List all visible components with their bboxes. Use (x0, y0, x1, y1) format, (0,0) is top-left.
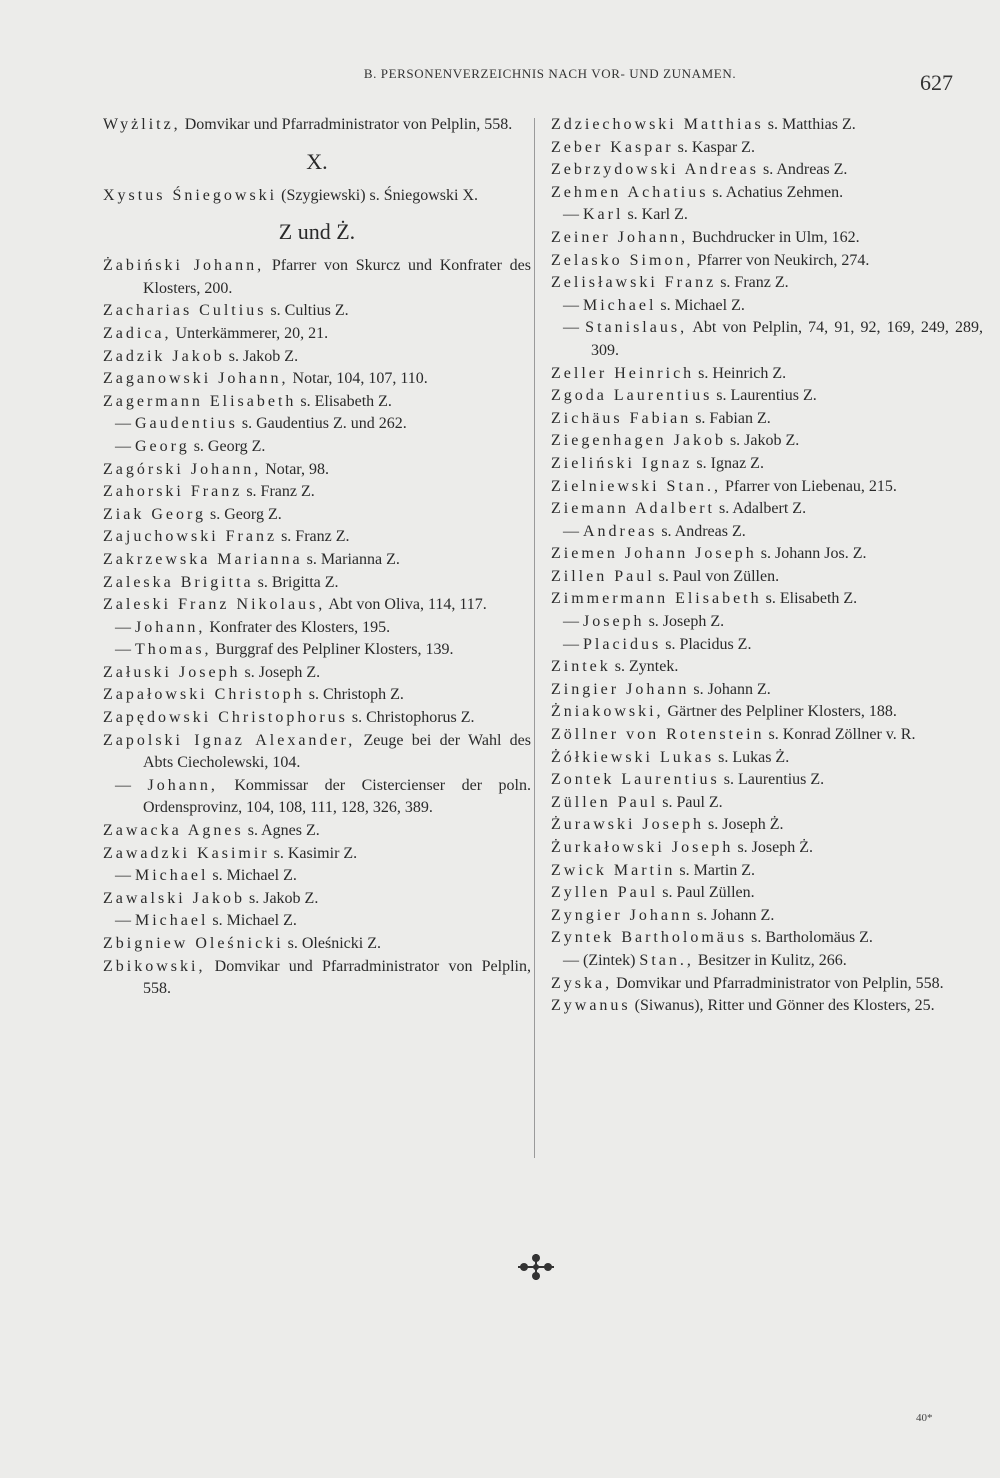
index-subentry (551, 204, 983, 227)
index-entry (551, 769, 983, 792)
left-column (103, 114, 531, 1001)
entry-name: Thomas, (135, 641, 212, 659)
index-entry (103, 730, 531, 775)
entry-text: s. Joseph Z. (240, 663, 321, 681)
index-entry (551, 927, 983, 950)
entry-text: (Szygiewski) s. Śniegowski X. (277, 186, 479, 204)
page-number: 627 (920, 70, 953, 95)
index-entry (551, 747, 983, 770)
entry-text: s. Martin Z. (675, 861, 755, 879)
entry-name: Zontek Laurentius (551, 771, 720, 789)
entry-text: Domvikar und Pfarradministrator von Pelplin, 558. (180, 116, 513, 133)
entry-name: Zawalski Jakob (103, 889, 245, 907)
entry-name: Zeller Heinrich (551, 364, 695, 382)
entry-name: Zaleska Brigitta (103, 573, 254, 591)
entry-name: Zywanus (551, 997, 631, 1015)
entry-text: s. Karl Z. (623, 206, 688, 224)
index-entry (551, 498, 983, 521)
signature-mark: 40* (916, 1412, 933, 1424)
index-entry (551, 882, 983, 905)
entry-text: Gärtner des Pelpliner Klosters, 188. (663, 703, 897, 721)
entry-prefix: — (563, 613, 583, 631)
index-entry (103, 481, 531, 504)
index-entry (551, 792, 983, 815)
entry-text: Buchdrucker in Ulm, 162. (688, 228, 860, 246)
entry-text: s. Kaspar Z. (673, 138, 755, 156)
index-entry (551, 973, 983, 996)
index-subentry (103, 775, 531, 820)
entry-name: Żabiński Johann, (103, 257, 265, 275)
index-entry (551, 656, 983, 679)
entry-name: Placidus (583, 635, 662, 653)
entry-text: s. Joseph Ż. (703, 816, 784, 834)
entry-name: Johann, (147, 776, 218, 794)
entry-name: Zillen Paul (551, 567, 655, 585)
entry-name: Zbigniew Oleśnicki (103, 935, 284, 952)
entry-text: Abt von Pelplin, 74, 91, 92, 169, 249, 289, 309. (591, 319, 984, 359)
index-entry (103, 323, 531, 346)
index-entry (103, 459, 531, 482)
entry-name: Załuski Joseph (103, 663, 241, 681)
index-subentry (551, 295, 983, 318)
entry-prefix: — (115, 641, 135, 659)
index-entry (551, 860, 983, 883)
index-entry (551, 995, 983, 1018)
index-entry (551, 430, 983, 453)
entry-name: Zyngier Johann (551, 906, 693, 924)
entry-text: s. Laurentius Z. (719, 771, 825, 789)
index-subentry (103, 910, 531, 933)
index-entry (551, 476, 983, 499)
entry-name: Żniakowski, (551, 703, 664, 721)
entry-name: Wyżlitz, (103, 116, 181, 133)
entry-text: s. Paul Züllen. (658, 884, 755, 902)
entry-text: s. Paul von Züllen. (654, 567, 780, 585)
index-subentry (103, 617, 531, 640)
entry-text: s. Michael Z. (208, 912, 297, 930)
entry-text: s. Christoph Z. (304, 686, 404, 704)
entry-name: Joseph (583, 613, 645, 631)
entry-text: s. Franz Z. (277, 528, 350, 546)
entry-text: s. Zyntek. (610, 658, 679, 676)
entry-text: s. Gaudentius Z. und 262. (237, 415, 407, 433)
index-entry (551, 137, 983, 160)
index-subentry (103, 865, 531, 888)
index-entry (551, 114, 983, 137)
entry-text: s. Lukas Ż. (714, 748, 790, 766)
entry-prefix: — (563, 319, 586, 337)
entry-prefix: — (563, 522, 583, 540)
running-head: B. PERSONENVERZEICHNIS NACH VOR- UND ZUNAMEN. (363, 66, 737, 81)
index-entry (551, 159, 983, 182)
entry-text: Unterkämmerer, 20, 21. (171, 324, 329, 342)
index-entry (103, 391, 531, 414)
entry-name: Zebrzydowski Andreas (551, 161, 759, 179)
index-entry (103, 843, 531, 866)
entry-name: Stan., (639, 951, 694, 969)
index-entry (103, 662, 531, 685)
entry-text: s. Cultius Z. (266, 302, 349, 320)
index-entry (103, 549, 531, 572)
index-entry (103, 346, 531, 369)
entry-text: Besitzer in Kulitz, 266. (693, 951, 847, 969)
entry-text: Burggraf des Pelpliner Klosters, 139. (211, 641, 454, 659)
index-entry (103, 888, 531, 911)
entry-text: Domvikar und Pfarradministrator von Pelplin, 558. (143, 957, 531, 998)
entry-text: s. Oleśnicki Z. (283, 935, 381, 952)
entry-prefix: — (115, 867, 135, 885)
index-entry (103, 707, 531, 730)
entry-prefix: — (115, 912, 135, 930)
entry-text: s. Jakob Z. (725, 432, 800, 450)
entry-text: s. Michael Z. (656, 296, 745, 314)
entry-text: s. Georg Z. (206, 505, 282, 523)
index-entry (551, 701, 983, 724)
index-entry (551, 385, 983, 408)
section-heading-z: Z und Ż. (278, 219, 356, 245)
entry-name: Gaudentius (135, 415, 238, 433)
entry-text: s. Ignaz Z. (692, 454, 764, 472)
index-entry (551, 905, 983, 928)
entry-text: s. Georg Z. (189, 437, 266, 455)
entry-name: Żółkiewski Lukas (551, 748, 715, 766)
entry-text: Zeuge bei der Wahl des Abts Ciecholewski, 104. (143, 731, 532, 772)
entry-name: Zacharias Cultius (103, 302, 267, 320)
entry-text: s. Elisabeth Z. (296, 392, 392, 410)
index-entry (103, 255, 531, 300)
entry-name: Żurawski Joseph (551, 816, 704, 834)
entry-text: s. Placidus Z. (661, 635, 752, 653)
entry-name: Andreas (583, 522, 658, 540)
index-entry (103, 114, 531, 137)
entry-name: Zadica, (103, 324, 172, 342)
entry-name: Żurkałowski Joseph (551, 839, 734, 856)
entry-name: Zimmermann Elisabeth (551, 590, 762, 608)
index-subentry (103, 413, 531, 436)
entry-name: Zyska, (551, 974, 613, 992)
entry-name: Ziemann Adalbert (551, 500, 715, 518)
entry-name: Zapędowski Christophorus (103, 709, 348, 727)
index-entry (551, 724, 983, 747)
index-entry (103, 368, 531, 391)
entry-name: Zawacka Agnes (103, 822, 244, 840)
entry-name: Zaleski Franz Nikolaus, (103, 596, 326, 614)
entry-name: Zaganowski Johann, (103, 370, 289, 388)
index-entry (551, 453, 983, 476)
index-entry (551, 182, 983, 205)
entry-text: s. Andreas Z. (657, 522, 746, 540)
entry-prefix: — (115, 437, 135, 455)
index-entry (551, 679, 983, 702)
entry-text: s. Fabian Z. (691, 409, 771, 427)
index-entry (551, 814, 983, 837)
entry-name: Zyllen Paul (551, 884, 659, 902)
entry-name: Zieliński Ignaz (551, 454, 693, 472)
entry-text: s. Heinrich Z. (694, 364, 787, 382)
entry-name: Michael (583, 296, 657, 314)
entry-name: Zapolski Ignaz Alexander, (103, 731, 356, 749)
entry-text: s. Marianna Z. (302, 550, 400, 568)
entry-text: s. Michael Z. (208, 867, 297, 885)
index-entry (103, 684, 531, 707)
index-entry (551, 227, 983, 250)
entry-name: Zintek (551, 658, 611, 676)
index-entry (551, 363, 983, 386)
entry-name: Zagermann Elisabeth (103, 392, 297, 410)
index-subentry (103, 436, 531, 459)
entry-name: Zakrzewska Marianna (103, 550, 303, 568)
entry-name: Zdziechowski Matthias (551, 116, 764, 133)
entry-name: Zelasko Simon, (551, 251, 694, 269)
index-entry (103, 300, 531, 323)
entry-text: s. Bartholomäus Z. (747, 929, 873, 947)
entry-name: Georg (135, 437, 190, 455)
entry-prefix: — (Zintek) (563, 951, 640, 969)
entry-name: Zingier Johann (551, 680, 690, 698)
entry-text: s. Laurentius Z. (712, 387, 817, 405)
entry-text: Domvikar und Pfarradministrator von Pelplin, 558. (612, 974, 944, 992)
index-entry (103, 572, 531, 595)
entry-text: (Siwanus), Ritter und Gönner des Klosters, 25. (630, 997, 935, 1015)
entry-text: Pfarrer von Neukirch, 274. (693, 251, 870, 269)
entry-text: s. Matthias Z. (763, 116, 856, 133)
entry-prefix: — (563, 206, 583, 224)
entry-text: Konfrater des Klosters, 195. (205, 618, 391, 636)
entry-name: Zehmen Achatius (551, 183, 709, 201)
index-entry (103, 185, 531, 208)
entry-name: Zwick Martin (551, 861, 676, 879)
entry-text: s. Agnes Z. (243, 822, 320, 840)
index-entry (551, 543, 983, 566)
entry-name: Zajuchowski Franz (103, 528, 278, 546)
index-entry (103, 504, 531, 527)
entry-text: s. Paul Z. (658, 793, 723, 811)
entry-name: Zadzik Jakob (103, 347, 225, 365)
entry-name: Johann, (135, 618, 206, 636)
entry-text: s. Joseph Z. (644, 613, 725, 631)
entry-text: s. Johann Z. (689, 680, 771, 698)
entry-text: s. Joseph Ż. (733, 839, 813, 856)
column-divider (534, 118, 535, 1158)
entry-name: Züllen Paul (551, 793, 659, 811)
entry-text: s. Johann Z. (692, 906, 775, 924)
index-entry (551, 250, 983, 273)
entry-text: s. Adalbert Z. (714, 500, 807, 518)
index-entry (551, 837, 983, 860)
entry-text: s. Elisabeth Z. (761, 590, 858, 608)
entry-text: s. Andreas Z. (758, 161, 848, 179)
index-entry (103, 956, 531, 1001)
entry-text: Abt von Oliva, 114, 117. (325, 596, 487, 614)
entry-text: Pfarrer von Liebenau, 215. (720, 477, 897, 495)
entry-name: Zbikowski, (103, 957, 206, 975)
entry-name: Zeber Kaspar (551, 138, 674, 156)
entry-name: Stanislaus, (585, 319, 688, 337)
entry-text: s. Jakob Z. (244, 889, 319, 907)
entry-prefix: — (563, 296, 583, 314)
entry-text: s. Johann Jos. Z. (756, 545, 867, 563)
entry-name: Zgoda Laurentius (551, 387, 713, 405)
entry-text: s. Konrad Zöllner v. R. (764, 726, 916, 744)
entry-text: s. Achatius Zehmen. (708, 183, 844, 201)
entry-name: Zapałowski Christoph (103, 686, 305, 704)
entry-text: Pfarrer von Skurcz und Konfrater des Klosters, 200. (143, 257, 532, 297)
index-entry (551, 588, 983, 611)
entry-name: Xystus Śniegowski (103, 186, 278, 204)
entry-text: s. Jakob Z. (224, 347, 299, 365)
entry-name: Zichäus Fabian (551, 409, 692, 427)
index-entry (551, 566, 983, 589)
index-entry (103, 526, 531, 549)
entry-text: Notar, 98. (261, 460, 329, 478)
entry-name: Michael (135, 912, 209, 930)
index-subentry (551, 611, 983, 634)
entry-name: Zahorski Franz (103, 483, 243, 501)
entry-text: s. Brigitta Z. (253, 573, 339, 591)
index-subentry (551, 950, 983, 973)
entry-name: Michael (135, 867, 209, 885)
index-subentry (551, 317, 983, 362)
entry-text: s. Franz Z. (716, 274, 789, 292)
entry-name: Zagórski Johann, (103, 460, 262, 478)
entry-prefix: — (115, 776, 148, 794)
entry-name: Ziak Georg (103, 505, 207, 523)
entry-prefix: — (115, 618, 135, 636)
entry-text: Kommissar der Cistercienser der poln. Ordensprovinz, 104, 108, 111, 128, 326, 389. (143, 776, 531, 817)
entry-name: Zielniewski Stan., (551, 477, 721, 495)
index-entry (103, 820, 531, 843)
index-entry (551, 408, 983, 431)
index-entry (551, 272, 983, 295)
entry-text: s. Franz Z. (242, 483, 315, 501)
entry-name: Ziegenhagen Jakob (551, 432, 726, 450)
right-column (551, 114, 983, 1018)
entry-name: Zyntek Bartholomäus (551, 929, 748, 947)
index-entry (103, 594, 531, 617)
entry-name: Zelisławski Franz (551, 274, 717, 292)
index-entry (103, 933, 531, 956)
entry-name: Zöllner von Rotenstein (551, 726, 765, 744)
entry-prefix: — (563, 635, 583, 653)
entry-name: Zeiner Johann, (551, 228, 689, 246)
entry-text: Notar, 104, 107, 110. (288, 370, 428, 388)
entry-name: Zawadzki Kasimir (103, 844, 270, 862)
section-heading-x: X. (306, 148, 328, 174)
index-subentry (551, 521, 983, 544)
entry-text: s. Christophorus Z. (347, 709, 475, 727)
entry-name: Ziemen Johann Joseph (551, 545, 757, 563)
entry-name: Karl (583, 206, 624, 224)
entry-prefix: — (115, 415, 135, 433)
entry-text: s. Kasimir Z. (269, 844, 358, 862)
index-subentry (103, 639, 531, 662)
index-subentry (551, 634, 983, 657)
fleuron-ornament-icon (514, 1252, 558, 1282)
